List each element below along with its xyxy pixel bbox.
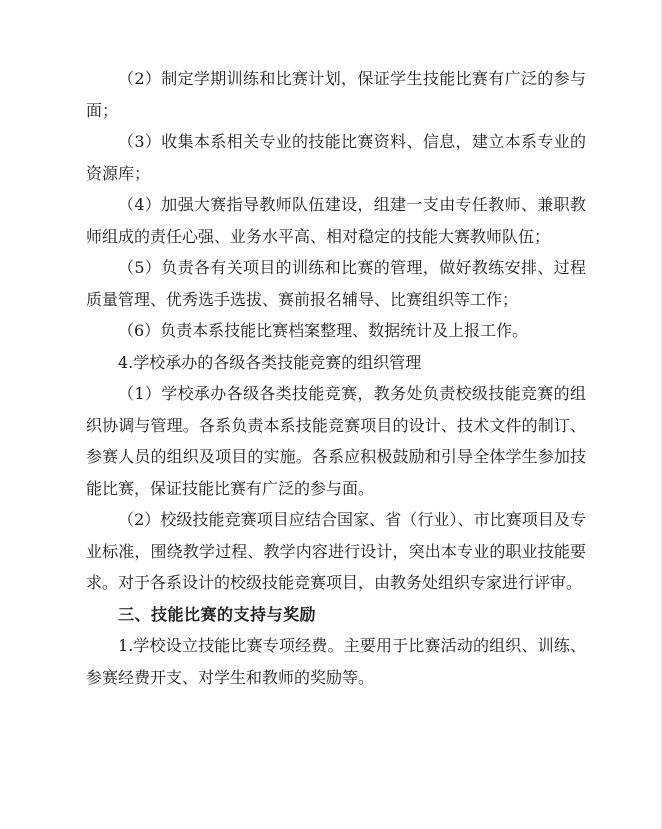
document-body [86,63,586,693]
section-4-title: 4.学校承办的各级各类技能竞赛的组织管理 [118,352,422,372]
paragraph-section4-item-2: （2）校级技能竞赛项目应结合国家、省（行业）、市比赛项目及专业标准，围绕教学过程、教学内容进行设计，突出本专业的职业技能要求。对于各系设计的校级技能竞赛项目，由教务处组织专家进行评审。 [86,510,586,592]
paragraph-item-5: （5）负责各有关项目的训练和比赛的管理，做好教练安排、过程质量管理、优秀选手选拔、赛前报名辅导、比赛组织等工作； [86,258,586,309]
section-heading-3: 三、技能比赛的支持与奖励 [118,604,317,624]
paragraph-section4-item-1: （1）学校承办各级各类技能竞赛，教务处负责校级技能竞赛的组织协调与管理。各系负责本系技能竞赛项目的设计、技术文件的制订、参赛人员的组织及项目的实施。各系应积极鼓励和引导全体学生参加技能比赛，保证技能比赛有广泛的参与面。 [86,384,586,498]
paragraph-item-6: （6）负责本系技能比赛档案整理、数据统计及上报工作。 [118,321,529,340]
paragraph-item-4: （4）加强大赛指导教师队伍建设，组建一支由专任教师、兼职教师组成的责任心强、业务水平高、相对稳定的技能大赛教师队伍； [86,195,586,246]
paragraph-item-2: （2）制定学期训练和比赛计划，保证学生技能比赛有广泛的参与面； [86,69,586,120]
paragraph-funding-1: 1.学校设立技能比赛专项经费。主要用于比赛活动的组织、训练、参赛经费开支、对学生和教师的奖励等。 [86,636,586,687]
paragraph-item-3: （3）收集本系相关专业的技能比赛资料、信息，建立本系专业的资源库； [86,132,586,183]
